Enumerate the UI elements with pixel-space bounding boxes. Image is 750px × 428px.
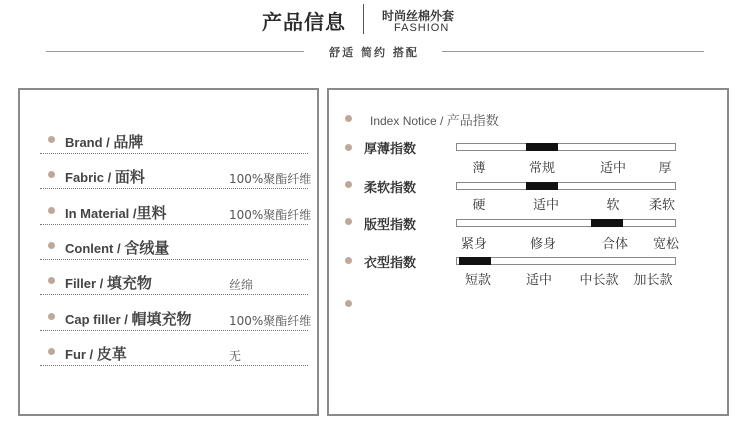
bullet-icon xyxy=(345,115,352,122)
tick-label: 短款 xyxy=(464,273,492,288)
info-label: In Material /里料 xyxy=(65,204,167,222)
index-scale-fit xyxy=(456,219,676,227)
index-label-softness: 柔软指数 xyxy=(364,181,417,196)
index-label-fit: 版型指数 xyxy=(364,218,417,233)
info-label: Brand / 品牌 xyxy=(65,133,144,151)
index-scale-softness xyxy=(456,182,676,190)
info-value: 100%聚酯纤维 xyxy=(229,314,312,328)
index-notice-title: Index Notice / 产品指数 xyxy=(370,114,499,129)
index-label-length: 衣型指数 xyxy=(364,256,417,271)
index-label-thickness: 厚薄指数 xyxy=(364,142,417,157)
tick-label: 中长款 xyxy=(579,273,619,288)
bullet-icon xyxy=(48,348,55,355)
index-marker xyxy=(526,182,558,190)
info-row-fabric xyxy=(40,161,312,189)
bullet-icon xyxy=(345,144,352,151)
bullet-icon xyxy=(48,277,55,284)
header-subtitle-en: FASHION xyxy=(394,22,450,34)
info-row-fur xyxy=(40,338,308,366)
bullet-icon xyxy=(48,313,55,320)
tick-label: 厚 xyxy=(658,161,672,176)
index-scale-length xyxy=(456,257,676,265)
bullet-icon xyxy=(48,207,55,214)
header-tagline: 舒适 简约 搭配 xyxy=(329,46,419,59)
product-info-panel xyxy=(18,88,319,416)
info-value: 丝绵 xyxy=(229,278,254,292)
tick-label: 柔软 xyxy=(648,198,676,213)
info-row-content xyxy=(40,232,308,260)
tick-label: 修身 xyxy=(529,237,557,252)
tick-label: 薄 xyxy=(472,161,486,176)
tick-label: 加长款 xyxy=(633,273,673,288)
bullet-icon xyxy=(345,300,352,307)
header-subtitle-zh: 时尚丝棉外套 xyxy=(382,9,455,23)
bullet-icon xyxy=(48,136,55,143)
tick-label: 硬 xyxy=(472,198,486,213)
info-value: 100%聚酯纤维 xyxy=(229,208,312,222)
info-label: Conlent / 含绒量 xyxy=(65,239,170,257)
info-row-brand xyxy=(40,126,308,154)
info-label: Fabric / 面料 xyxy=(65,168,145,186)
info-label: Filler / 填充物 xyxy=(65,274,152,292)
tick-label: 适中 xyxy=(532,198,560,213)
tick-label: 常规 xyxy=(528,161,556,176)
bullet-icon xyxy=(48,171,55,178)
header-divider xyxy=(363,4,364,34)
index-marker xyxy=(459,257,491,265)
header-rule-left xyxy=(46,51,304,52)
bullet-icon xyxy=(345,181,352,188)
page-title: 产品信息 xyxy=(262,10,346,34)
info-row-cap-filler xyxy=(40,303,312,331)
info-row-in-material xyxy=(40,197,312,225)
tick-label: 适中 xyxy=(525,273,553,288)
header-rule-right xyxy=(442,51,704,52)
info-value: 无 xyxy=(229,349,242,363)
index-marker xyxy=(526,143,558,151)
tick-label: 合体 xyxy=(601,237,629,252)
info-row-filler xyxy=(40,267,308,295)
bullet-icon xyxy=(48,242,55,249)
info-value: 100%聚酯纤维 xyxy=(229,172,312,186)
tick-label: 紧身 xyxy=(460,237,488,252)
product-index-panel xyxy=(327,88,729,416)
tick-label: 宽松 xyxy=(652,237,680,252)
index-scale-thickness xyxy=(456,143,676,151)
bullet-icon xyxy=(345,257,352,264)
tick-label: 适中 xyxy=(599,161,627,176)
info-label: Cap filler / 帽填充物 xyxy=(65,310,192,328)
tick-label: 软 xyxy=(606,198,620,213)
index-marker xyxy=(591,219,623,227)
bullet-icon xyxy=(345,218,352,225)
info-label: Fur / 皮革 xyxy=(65,345,127,363)
